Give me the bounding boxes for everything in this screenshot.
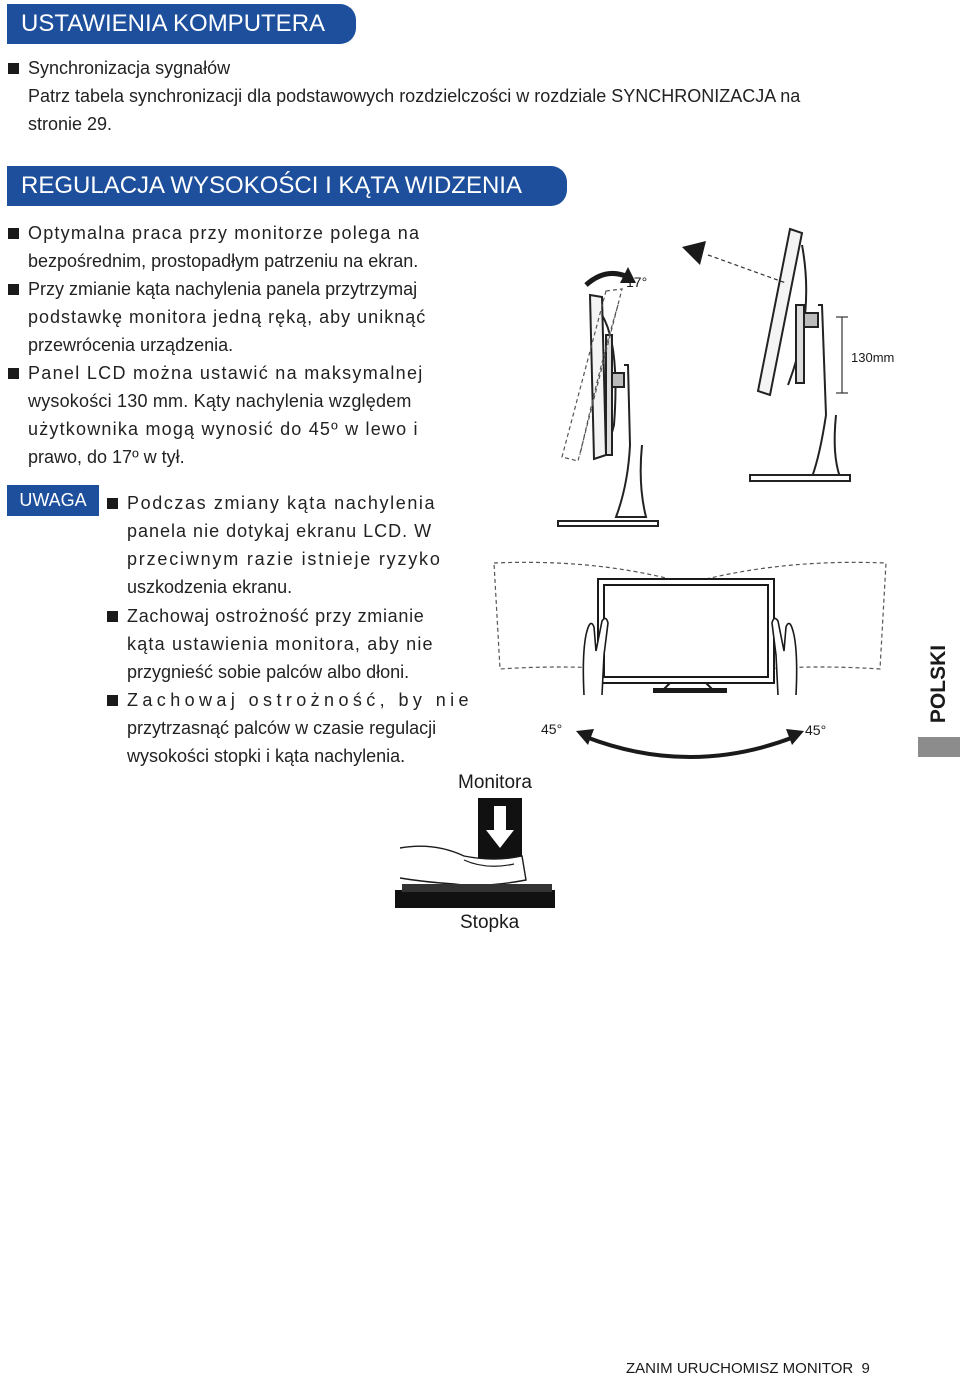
tilt-angle-label: 17° bbox=[626, 274, 648, 290]
sync-text-line: Patrz tabela synchronizacji dla podstawowych rozdzielczości w rozdziale SYNCHRONIZACJA na bbox=[28, 86, 801, 106]
stand-label: Stopka bbox=[460, 912, 520, 933]
note-text-line: wysokości stopki i kąta nachylenia. bbox=[127, 746, 406, 766]
finger-caution-diagram bbox=[394, 798, 558, 912]
note-text-line: Podczas zmiany kąta nachylenia bbox=[127, 493, 437, 513]
note-text-line: przygnieść sobie palców albo dłoni. bbox=[127, 662, 410, 682]
sync-heading: Synchronizacja sygnałów bbox=[28, 58, 231, 78]
height-range-label: 130mm bbox=[851, 350, 895, 365]
adjust-text-line: Optymalna praca przy monitorze polega na bbox=[28, 223, 421, 243]
swivel-left-label: 45° bbox=[541, 721, 563, 737]
note-text-line: przytrzasnąć palców w czasie regulacji bbox=[127, 718, 437, 738]
adjust-text-line: Przy zmianie kąta nachylenia panela przytrzymaj bbox=[28, 279, 418, 299]
swivel-right-label: 45° bbox=[805, 722, 827, 738]
language-tab-bar bbox=[918, 737, 960, 757]
bullet-icon bbox=[107, 498, 118, 509]
note-text-line: uszkodzenia ekranu. bbox=[127, 577, 293, 597]
section-title-adjust: REGULACJA WYSOKOŚCI I KĄTA WIDZENIA bbox=[7, 166, 567, 206]
bullet-icon bbox=[8, 284, 19, 295]
monitor-label: Monitora bbox=[458, 772, 532, 793]
bullet-icon bbox=[8, 63, 19, 74]
swivel-diagram bbox=[490, 555, 890, 775]
language-tab-label: POLSKI bbox=[927, 644, 950, 724]
adjust-text-line: wysokości 130 mm. Kąty nachylenia względem bbox=[28, 391, 412, 411]
note-text-line: Zachowaj ostrożność, by nie bbox=[127, 690, 473, 710]
note-text-line: przeciwnym razie istnieje ryzyko bbox=[127, 549, 442, 569]
sync-text-line: stronie 29. bbox=[28, 114, 113, 134]
adjust-text-line: bezpośrednim, prostopadłym patrzeniu na ekran. bbox=[28, 251, 419, 271]
note-text-line: kąta ustawienia monitora, aby nie bbox=[127, 634, 434, 654]
adjust-text-line: Panel LCD można ustawić na maksymalnej bbox=[28, 363, 424, 383]
adjust-text-line: prawo, do 17º w tył. bbox=[28, 447, 185, 467]
section-title-settings: USTAWIENIA KOMPUTERA bbox=[7, 4, 356, 44]
bullet-icon bbox=[107, 611, 118, 622]
adjust-text-line: użytkownika mogą wynosić do 45º w lewo i bbox=[28, 419, 419, 439]
note-text-line: Zachowaj ostrożność przy zmianie bbox=[127, 606, 425, 626]
bullet-icon bbox=[8, 368, 19, 379]
adjust-text-line: podstawkę monitora jedną ręką, aby uniknąć bbox=[28, 307, 427, 327]
eye-icon bbox=[682, 241, 706, 265]
page-footer: ZANIM URUCHOMISZ MONITOR 9 bbox=[626, 1360, 870, 1377]
bullet-icon bbox=[107, 695, 118, 706]
tilt-arrow-icon bbox=[586, 273, 628, 285]
note-text-line: panela nie dotykaj ekranu LCD. W bbox=[127, 521, 433, 541]
adjust-text-line: przewrócenia urządzenia. bbox=[28, 335, 234, 355]
bullet-icon bbox=[8, 228, 19, 239]
note-badge: UWAGA bbox=[7, 485, 99, 516]
tilt-height-diagram bbox=[550, 225, 890, 535]
language-tab bbox=[918, 636, 960, 732]
